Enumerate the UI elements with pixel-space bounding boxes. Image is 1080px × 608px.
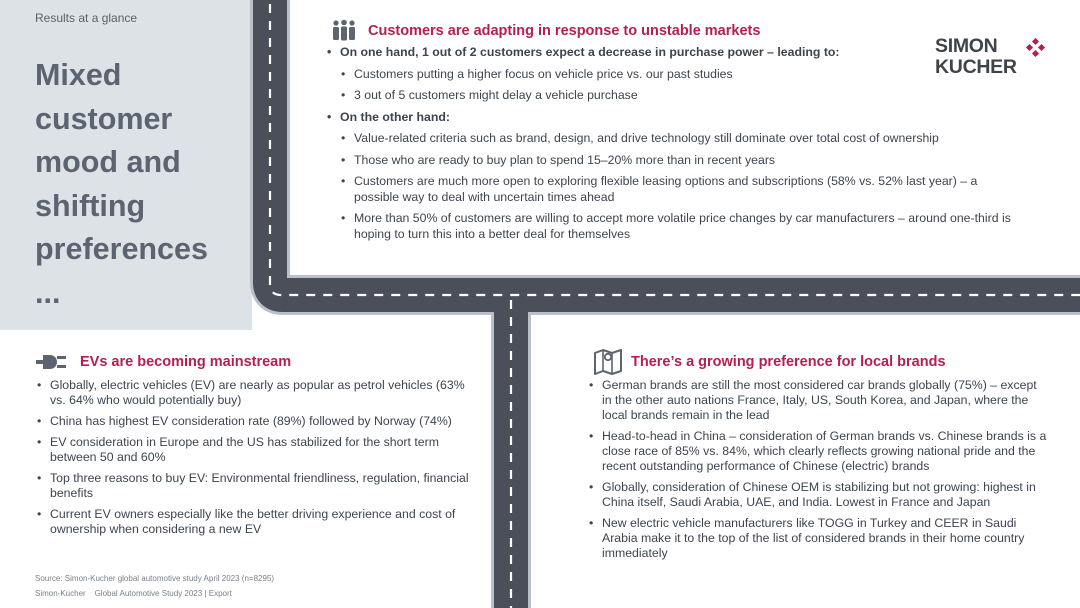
ev-heading: EVs are becoming mainstream [80,354,292,370]
list-item: • Customers are much more open to exploring flexible leasing options and subscriptions (58% vs. 52% last year) – a possible way to deal with uncertain times ahead [354,174,1020,205]
map-icon [593,347,623,375]
customers-heading: Customers are adapting in response to unstable markets [368,23,761,39]
list-item: • Customers putting a higher focus on vehicle price vs. our past studies [354,67,1020,83]
list-item: • More than 50% of customers are willing to accept more volatile price changes by car manufacturers – around one-third is hoping to turn this into a better deal for themselves [354,211,1020,242]
list-item: • New electric vehicle manufacturers like TOGG in Turkey and CEER in Saudi Arabia make it to the top of the list of considered brands in their home country immediately [602,516,1047,561]
title-line: customer [35,101,173,136]
list-item: • On one hand, 1 out of 2 customers expect a decrease in purchase power – leading to: [340,45,1020,61]
list-item: • Value-related criteria such as brand, design, and drive technology still dominate over total cost of ownership [354,131,1020,147]
section-label: Results at a glance [35,11,138,25]
local-brands-heading: There’s a growing preference for local brands [631,354,946,370]
title-line: ... [35,275,61,310]
logo-line-2: KUCHER [935,56,1017,78]
list-item: • Those who are ready to buy plan to spend 15–20% more than in recent years [354,153,1020,169]
title-line: preferences [35,232,208,266]
list-item: • Current EV owners especially like the better driving experience and cost of ownership when considering a new EV [50,507,470,537]
title-line: shifting [35,188,146,223]
list-item: • Globally, consideration of Chinese OEM is stabilizing but not growing: highest in China itself, Saudi Arabia, UAE, and India. Lowest in France and Japan [602,480,1047,510]
plug-icon [36,352,68,372]
customers-bullets [340,45,1020,248]
list-item: • China has highest EV consideration rate (89%) followed by Norway (74%) [50,414,470,429]
ev-bullets [50,378,470,543]
title-line: Mixed [35,58,122,92]
title-line: mood and [35,145,181,179]
logo-line-1: SIMON [935,35,998,57]
source-note: Source: Simon-Kucher global automotive study April 2023 (n=8295) [35,574,275,583]
people-icon [331,19,357,41]
list-item: • German brands are still the most considered car brands globally (75%) – except in the other auto nations France, Italy, US, South Korea, and Japan, where the local brands remain in the lead [602,378,1047,423]
list-item: • Head-to-head in China – consideration of German brands vs. Chinese brands is a close race of 85% vs. 84%, which clearly reflects growing national pride and the recent outstanding performance of Chinese (electric) brands [602,429,1047,474]
footer-credit: Simon-Kucher Global Automotive Study 2023 | Export [35,589,232,598]
list-item: • On the other hand: [340,110,1020,126]
logo-diamond-icon [1025,38,1047,60]
local-brands-bullets [602,378,1047,567]
list-item: • Globally, electric vehicles (EV) are nearly as popular as petrol vehicles (63% vs. 64% who would potentially buy) [50,378,470,408]
list-item: • 3 out of 5 customers might delay a vehicle purchase [354,88,1020,104]
list-item: • Top three reasons to buy EV: Environmental friendliness, regulation, financial benefits [50,471,470,501]
list-item: • EV consideration in Europe and the US has stabilized for the short term between 50 and 60% [50,435,470,465]
